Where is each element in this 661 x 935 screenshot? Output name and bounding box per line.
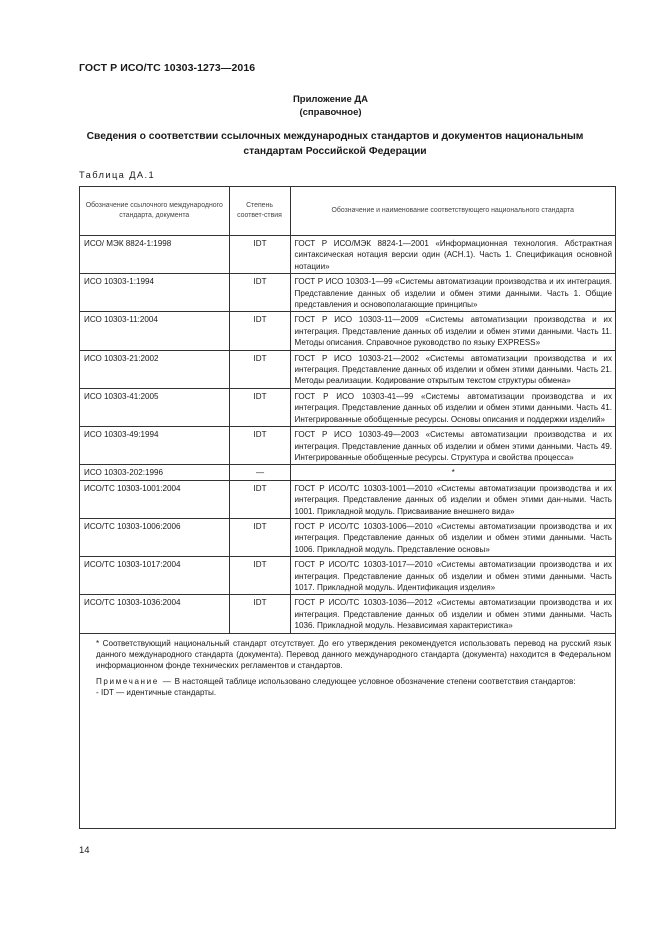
table-label: Таблица ДА.1 [79, 170, 156, 180]
table-row [80, 388, 615, 426]
cell-degree: IDT [229, 274, 290, 312]
table-row [80, 480, 615, 518]
cell-degree: IDT [229, 350, 290, 388]
cell-national: ГОСТ Р ИСО 10303-21—2002 «Системы автоматизации производства и их интеграция. Представление данных об изделии и обмен этими данными. Часть 21. Методы реализации. Кодирование открытым текстом структуры обмена» [290, 350, 615, 388]
table-container [79, 186, 616, 829]
appendix-title: Приложение ДА [292, 94, 369, 105]
table-row [80, 274, 615, 312]
document-title [70, 129, 600, 159]
cell-degree: IDT [229, 388, 290, 426]
cell-national: ГОСТ Р ИСО 10303-11—2009 «Системы автоматизации производства и их интеграция. Представление данных об изделии и обмен этими данными. Часть 11. Методы описания. Справочное руководство по языку EXPRESS» [290, 312, 615, 350]
table-row [80, 236, 615, 274]
cell-degree: — [229, 465, 290, 480]
table-notes [80, 634, 615, 699]
page-number: 14 [79, 845, 90, 856]
cell-national: ГОСТ Р ИСО/ТС 10303-1006—2010 «Системы автоматизации производства и их интеграция. Представление данных об изделии и обмен этими данными. Часть 1006. Прикладной модуль. Представление основы» [290, 518, 615, 556]
footnote: * Соответствующий национальный стандарт отсутствует. До его утверждения рекомендуется использовать перевод на русский язык данного международного стандарта (документа). Перевод данного международного стандарта (документа) находится в Федеральном информационном фонде технических регламентов и стандартов. [96, 638, 611, 671]
cell-reference: ИСО/ МЭК 8824-1:1998 [80, 236, 229, 274]
cell-reference: ИСО 10303-1:1994 [80, 274, 229, 312]
table-header-row [80, 187, 615, 236]
note [96, 676, 611, 687]
table-row [80, 465, 615, 480]
note-label: Примечание — [96, 676, 173, 686]
cell-degree: IDT [229, 236, 290, 274]
table-row [80, 427, 615, 465]
document-title-line-1: Сведения о соответствии ссылочных международных стандартов и документов национальным [86, 131, 584, 142]
cell-degree: IDT [229, 595, 290, 633]
table-row [80, 350, 615, 388]
cell-national: ГОСТ Р ИСО/ТС 10303-1017—2010 «Системы автоматизации производства и их интеграция. Представление данных об изделии и обмен этими данными. Часть 1017. Прикладной модуль. Идентификация изделия» [290, 557, 615, 595]
cell-national: ГОСТ Р ИСО 10303-41—99 «Системы автоматизации производства и их интеграция. Представление данных об изделии и обмен этими данными. Часть 41. Интегрированные обобщенные ресурсы. Основы описания и поддержки изделий» [290, 388, 615, 426]
cell-national: * [290, 465, 615, 480]
cell-degree: IDT [229, 312, 290, 350]
appendix-heading [0, 93, 661, 119]
header-reference-standard: Обозначение ссылочного международного стандарта, документа [80, 187, 229, 236]
cell-degree: IDT [229, 557, 290, 595]
note-item: - IDT — идентичные стандарты. [96, 688, 217, 698]
cell-reference: ИСО/ТС 10303-1017:2004 [80, 557, 229, 595]
cell-national: ГОСТ Р ИСО/ТС 10303-1036—2012 «Системы автоматизации производства и их интеграция. Представление данных об изделии и обмен этими данными. Часть 1036. Прикладной модуль. Независимая характеристика» [290, 595, 615, 633]
table-row [80, 595, 615, 633]
header-degree: Степень соответ-ствия [229, 187, 290, 236]
cell-reference: ИСО/ТС 10303-1036:2004 [80, 595, 229, 633]
cell-national: ГОСТ Р ИСО/ТС 10303-1001—2010 «Системы автоматизации производства и их интеграция. Представление данных об изделии и обмен этими дан-ными. Часть 1001. Прикладной модуль. Присваивание внешнего вида» [290, 480, 615, 518]
cell-reference: ИСО/ТС 10303-1006:2006 [80, 518, 229, 556]
cell-reference: ИСО 10303-11:2004 [80, 312, 229, 350]
cell-national: ГОСТ Р ИСО 10303-1—99 «Системы автоматизации производства и их интеграция. Представление данных об изделии и обмен этими данными. Часть 1. Общие представления и основополагающие принципы» [290, 274, 615, 312]
table-row [80, 557, 615, 595]
page-header: ГОСТ Р ИСО/ТС 10303-1273—2016 [79, 62, 256, 74]
header-national-standard: Обозначение и наименование соответствующего национального стандарта [290, 187, 615, 236]
cell-national: ГОСТ Р ИСО/МЭК 8824-1—2001 «Информационная технология. Абстрактная синтаксическая нотация версии один (АСН.1). Часть 1. Спецификация основной нотации» [290, 236, 615, 274]
cell-degree: IDT [229, 480, 290, 518]
document-title-line-2: стандартам Российской Федерации [243, 146, 427, 157]
appendix-subtitle: (справочное) [299, 107, 362, 118]
cell-reference: ИСО 10303-21:2002 [80, 350, 229, 388]
note-text: В настоящей таблице использовано следующее условное обозначение степени соответствия стандартов: [174, 676, 576, 686]
correspondence-table [80, 187, 615, 634]
cell-degree: IDT [229, 518, 290, 556]
table-row [80, 518, 615, 556]
cell-national: ГОСТ Р ИСО 10303-49—2003 «Системы автоматизации производства и их интеграция. Представление данных об изделии и обмен этими данными. Часть 49. Интегрированные обобщенные ресурсы. Структура и свойства процесса» [290, 427, 615, 465]
cell-reference: ИСО/ТС 10303-1001:2004 [80, 480, 229, 518]
cell-degree: IDT [229, 427, 290, 465]
table-row [80, 312, 615, 350]
cell-reference: ИСО 10303-49:1994 [80, 427, 229, 465]
cell-reference: ИСО 10303-41:2005 [80, 388, 229, 426]
cell-reference: ИСО 10303-202:1996 [80, 465, 229, 480]
